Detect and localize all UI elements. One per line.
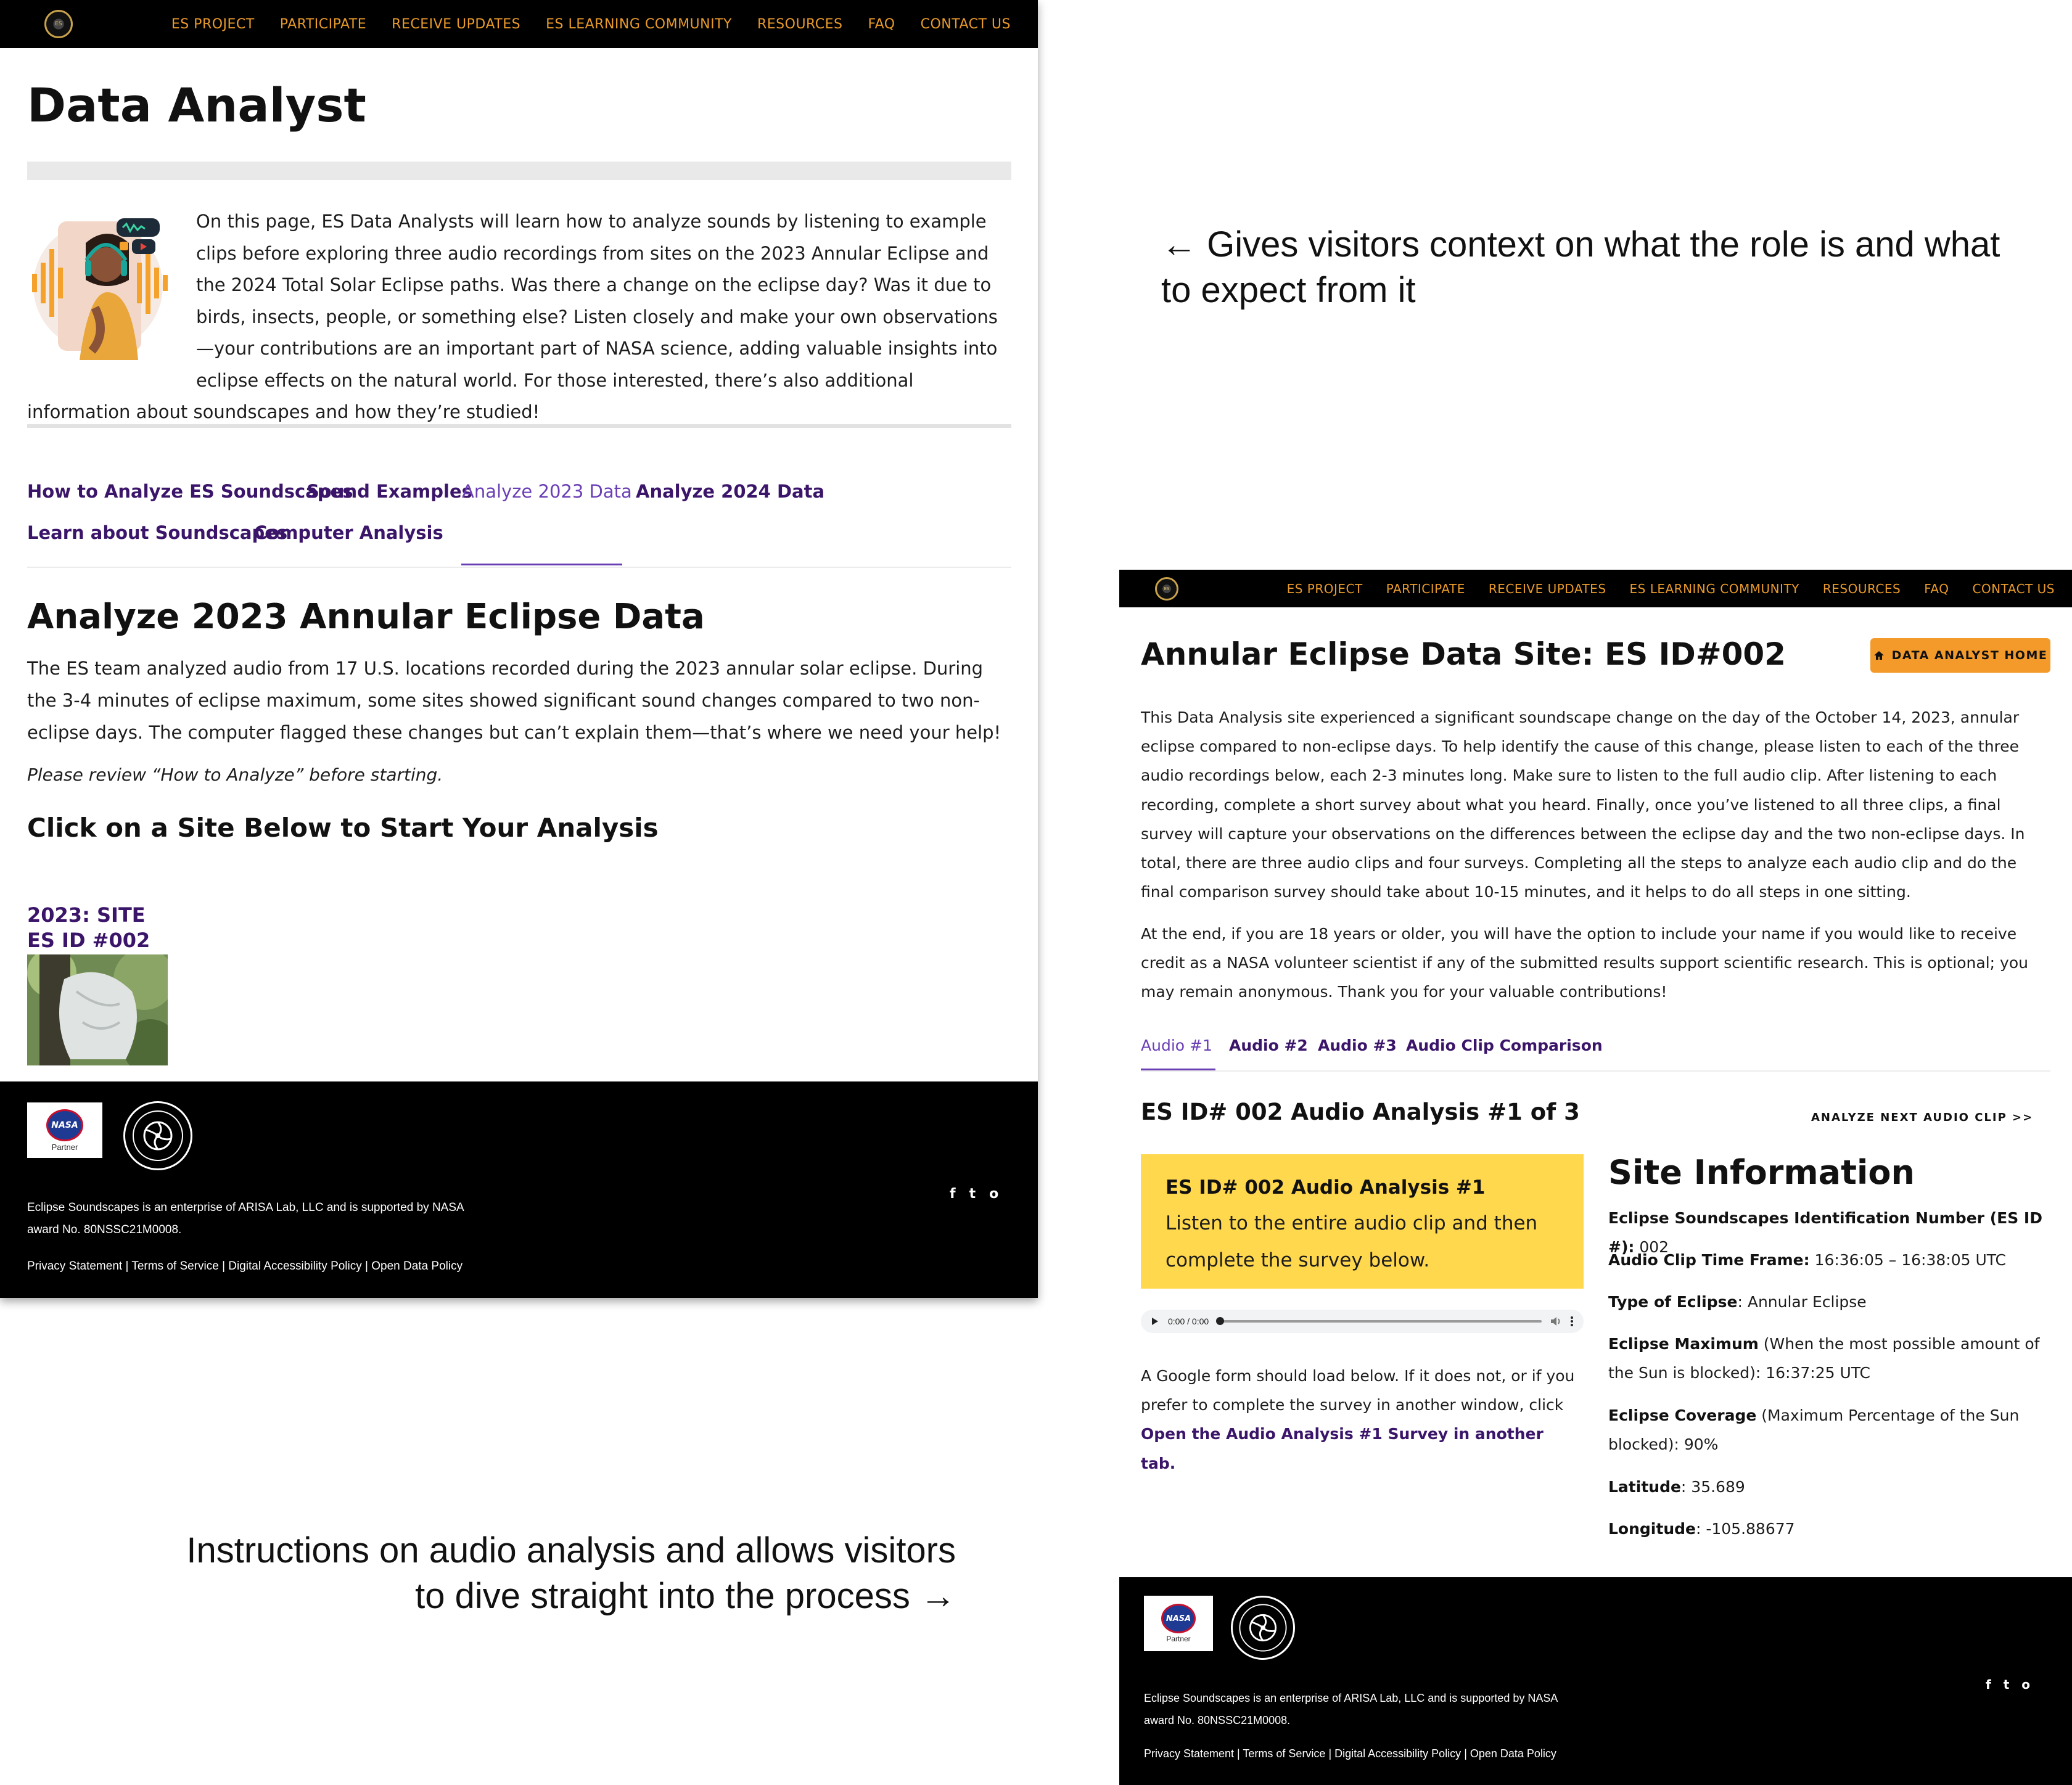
nav-item-resources[interactable]: RESOURCES xyxy=(757,16,843,32)
info-es-id: Eclipse Soundscapes Identification Number (ES ID #): 002 xyxy=(1608,1209,2042,1257)
nav-menu xyxy=(171,17,1011,32)
facebook-icon[interactable]: f xyxy=(1986,1677,1991,1692)
tabs-divider xyxy=(27,567,1011,568)
info-value: Annular Eclipse xyxy=(1747,1293,1867,1311)
audio-player[interactable] xyxy=(1141,1310,1584,1333)
footer-policy-links[interactable]: Privacy Statement | Terms of Service | Digital Accessibility Policy | Open Data Policy xyxy=(1144,1747,1556,1760)
tabs-divider xyxy=(1141,1070,2050,1072)
info-eclipse-maximum: Eclipse Maximum (When the most possible amount of the Sun is blocked): 16:37:25 UTC xyxy=(1608,1335,2040,1382)
intro-divider xyxy=(27,424,1011,428)
volume-icon[interactable] xyxy=(1550,1316,1561,1326)
audio-instructions-callout xyxy=(1141,1154,1584,1289)
nav-menu xyxy=(1287,581,2055,596)
more-vertical-icon[interactable] xyxy=(1570,1316,1574,1326)
info-label-detail: (Maximum Percentage of the Sun blocked) xyxy=(1608,1406,2020,1454)
info-label: Eclipse Coverage xyxy=(1608,1406,1757,1424)
home-icon xyxy=(1873,650,1885,661)
instagram-icon[interactable]: o xyxy=(989,1186,999,1202)
facebook-icon[interactable]: f xyxy=(950,1186,956,1202)
data-site-page xyxy=(1119,570,2072,1785)
info-label: Type of Eclipse xyxy=(1608,1293,1738,1311)
nasa-meatball-icon: NASA xyxy=(46,1109,83,1141)
tab-analyze-2024-data[interactable]: Analyze 2024 Data xyxy=(636,481,825,502)
tab-sound-examples[interactable]: Sound Examples xyxy=(306,481,472,502)
nasa-partner-label: Partner xyxy=(1166,1635,1191,1643)
active-tab-underline xyxy=(461,564,622,565)
annotation-context: ← Gives visitors context on what the role is and what to expect from it xyxy=(1161,224,2000,310)
section-title: Analyze 2023 Annular Eclipse Data xyxy=(27,597,705,637)
eclipse-soundscapes-logo[interactable]: ES xyxy=(44,10,73,38)
info-label: Audio Clip Time Frame xyxy=(1608,1251,1804,1269)
nav-item-es-project[interactable]: ES PROJECT xyxy=(1286,581,1363,596)
audio-progress-track[interactable] xyxy=(1217,1320,1542,1323)
nasa-partner-label: Partner xyxy=(51,1142,78,1152)
footer-legal-text: Eclipse Soundscapes is an enterprise of ARISA Lab, LLC and is supported by NASA award No. 80NSSC21M0008. xyxy=(27,1201,464,1236)
site-footer xyxy=(0,1081,1038,1298)
site-recorder-photo[interactable] xyxy=(27,954,168,1065)
annotation-instructions xyxy=(92,1528,956,1619)
top-navbar xyxy=(1119,570,2072,607)
tab-analyze-2023-data[interactable]: Analyze 2023 Data xyxy=(462,481,632,502)
nav-item-learning-community[interactable]: ES LEARNING COMMUNITY xyxy=(1629,581,1799,596)
cta-heading: Click on a Site Below to Start Your Analysis xyxy=(27,813,659,843)
nav-item-es-project[interactable]: ES PROJECT xyxy=(171,16,255,32)
eclipse-soundscapes-logo[interactable]: ES xyxy=(1155,577,1178,601)
form-note-text: A Google form should load below. If it does not, or if you prefer to complete the survey in another window, click xyxy=(1141,1367,1575,1414)
info-label-detail: (When the most possible amount of the Sun is blocked) xyxy=(1608,1335,2040,1382)
data-analyst-page xyxy=(0,0,1038,1298)
open-survey-link[interactable]: Open the Audio Analysis #1 Survey in another tab. xyxy=(1141,1425,1544,1472)
footer-legal-text: Eclipse Soundscapes is an enterprise of ARISA Lab, LLC and is supported by NASA award No. 80NSSC21M0008. xyxy=(1144,1692,1558,1726)
tab-audio-1[interactable]: Audio #1 xyxy=(1141,1036,1212,1054)
site-information-title: Site Information xyxy=(1608,1153,1915,1192)
review-note: Please review “How to Analyze” before starting. xyxy=(27,765,443,785)
info-label: Eclipse Soundscapes Identification Number (ES ID #) xyxy=(1608,1209,2042,1257)
info-value: 16:36:05 – 16:38:05 UTC xyxy=(1814,1251,2007,1269)
nasa-meatball-icon: NASA xyxy=(1161,1604,1196,1633)
nav-item-learning-community[interactable]: ES LEARNING COMMUNITY xyxy=(546,16,732,32)
social-links xyxy=(950,1186,998,1202)
annotation-instructions-line2: to dive straight into the process → xyxy=(415,1576,956,1616)
nav-item-participate[interactable]: PARTICIPATE xyxy=(279,16,367,32)
footer-policy-links[interactable]: Privacy Statement | Terms of Service | Digital Accessibility Policy | Open Data Policy xyxy=(27,1260,463,1273)
info-time-frame: Audio Clip Time Frame: 16:36:05 – 16:38:05 UTC xyxy=(1608,1251,2007,1269)
social-links xyxy=(1986,1677,2030,1692)
info-label: Eclipse Maximum xyxy=(1608,1335,1759,1353)
twitter-icon[interactable]: t xyxy=(2003,1677,2010,1692)
nasa-science-activation-seal[interactable] xyxy=(1231,1596,1295,1660)
callout-text: Listen to the entire audio clip and then complete the survey below. xyxy=(1166,1212,1538,1271)
info-label: Latitude xyxy=(1608,1478,1681,1496)
tab-how-to-analyze[interactable]: How to Analyze ES Soundscapes xyxy=(27,481,353,502)
tab-audio-clip-comparison[interactable]: Audio Clip Comparison xyxy=(1406,1036,1603,1054)
nav-item-contact-us[interactable]: CONTACT US xyxy=(1972,581,2055,596)
info-value: 90% xyxy=(1684,1435,1719,1454)
nasa-partner-logo[interactable] xyxy=(27,1102,102,1158)
top-navbar xyxy=(0,0,1038,48)
info-value: -105.88677 xyxy=(1706,1520,1795,1538)
analysis-title: ES ID# 002 Audio Analysis #1 of 3 xyxy=(1141,1099,1580,1125)
site-description: This Data Analysis site experienced a significant soundscape change on the day of the October 14, 2023, annular eclipse compared to non-eclipse days. To help identify the cause of this change, please listen to each of the three audio recordings below, each 2-3 minutes long. Make sure to listen to the full audio clip. After listening to each recording, complete a short survey about what you heard. Finally, once you’ve listened to all three clips, a final survey will capture your observations on the differences between the eclipse day and the two non-eclipse days. In total, there are three audio clips and four surveys. Completing all the steps to analyze each audio clip and do the final comparison survey should take about 10-15 minutes, and it helps to do all steps in one sitting. xyxy=(1141,708,2025,901)
info-value: 35.689 xyxy=(1691,1478,1745,1496)
nav-item-resources[interactable]: RESOURCES xyxy=(1822,581,1901,596)
tab-audio-3[interactable]: Audio #3 xyxy=(1318,1036,1397,1054)
info-longitude: Longitude: -105.88677 xyxy=(1608,1520,1795,1538)
page-title: Data Analyst xyxy=(27,78,366,133)
annotation-instructions-line1: Instructions on audio analysis and allows visitors xyxy=(186,1530,956,1570)
nav-item-faq[interactable]: FAQ xyxy=(1924,581,1949,596)
home-button-label: DATA ANALYST HOME xyxy=(1891,649,2048,662)
section-description: The ES team analyzed audio from 17 U.S. locations recorded during the 2023 annular solar eclipse. During the 3-4 minutes of eclipse maximum, some sites showed significant sound changes compared to two non-eclipse days. The computer flagged these changes but can’t explain them—that’s where we need your help! xyxy=(27,658,1001,743)
title-divider-bar xyxy=(27,162,1011,180)
instagram-icon[interactable]: o xyxy=(2021,1677,2031,1692)
intro-paragraph: On this page, ES Data Analysts will learn how to analyze sounds by listening to example clips before exploring three audio recordings from sites on the 2023 Annular Eclipse and the 2024 Total Solar Eclipse paths. Was there a change on the eclipse day? Was it due to birds, insects, people, or something else? Listen closely and make your own observations—your contributions are an important part of NASA science, adding valuable insights into eclipse effects on the natural world. For those interested, there’s also additional information about soundscapes and how they’re studied! xyxy=(27,211,998,422)
nav-item-receive-updates[interactable]: RECEIVE UPDATES xyxy=(392,16,521,32)
nav-item-receive-updates[interactable]: RECEIVE UPDATES xyxy=(1488,581,1606,596)
site-footer xyxy=(1119,1577,2072,1785)
audio-progress-thumb[interactable] xyxy=(1216,1317,1224,1325)
site-es-id-002-link[interactable]: 2023: SITE ES ID #002 xyxy=(27,903,150,952)
analyze-next-audio-link[interactable]: ANALYZE NEXT AUDIO CLIP >> xyxy=(1811,1111,2034,1124)
nasa-science-activation-seal[interactable] xyxy=(123,1101,192,1170)
info-latitude: Latitude: 35.689 xyxy=(1608,1478,1745,1496)
nav-item-faq[interactable]: FAQ xyxy=(868,16,895,32)
credit-note: At the end, if you are 18 years or older, you will have the option to include your name if you would like to receive credit as a NASA volunteer scientist if any of the submitted results support scientific research. This is optional; you may remain anonymous. Thank you for your valuable contributions! xyxy=(1141,925,2028,1001)
callout-title: ES ID# 002 Audio Analysis #1 xyxy=(1166,1176,1486,1199)
play-icon[interactable] xyxy=(1151,1317,1159,1326)
info-eclipse-type: Type of Eclipse: Annular Eclipse xyxy=(1608,1293,1867,1311)
info-label: Longitude xyxy=(1608,1520,1696,1538)
data-analyst-home-button[interactable] xyxy=(1870,638,2050,673)
twitter-icon[interactable]: t xyxy=(969,1186,976,1202)
google-form-note xyxy=(1141,1361,1579,1478)
tab-computer-analysis[interactable]: Computer Analysis xyxy=(254,522,443,543)
tab-audio-2[interactable]: Audio #2 xyxy=(1229,1036,1308,1054)
nasa-partner-logo[interactable] xyxy=(1144,1596,1213,1651)
audio-time: 0:00 / 0:00 xyxy=(1168,1316,1209,1326)
nav-item-contact-us[interactable]: CONTACT US xyxy=(920,16,1011,32)
tab-learn-about-soundscapes[interactable]: Learn about Soundscapes xyxy=(27,522,288,543)
info-value: 16:37:25 UTC xyxy=(1766,1364,1871,1382)
nav-item-participate[interactable]: PARTICIPATE xyxy=(1386,581,1465,596)
info-eclipse-coverage: Eclipse Coverage (Maximum Percentage of the Sun blocked): 90% xyxy=(1608,1406,2020,1454)
info-value: 002 xyxy=(1639,1238,1669,1257)
page-title: Annular Eclipse Data Site: ES ID#002 xyxy=(1141,636,1786,672)
